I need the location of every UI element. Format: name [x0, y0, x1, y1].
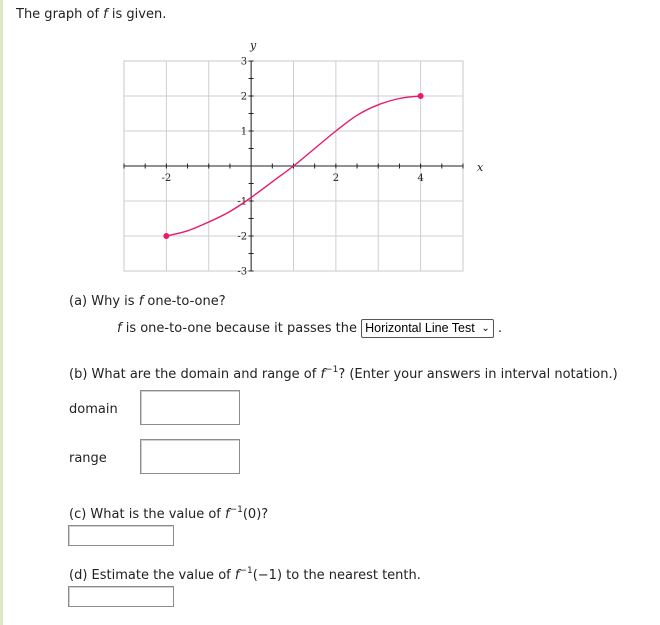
endpoint-dot	[418, 93, 424, 99]
y-tick-label: -2	[237, 231, 248, 243]
y-tick-label: -1	[237, 196, 248, 208]
part-c-question: (c) What is the value of $f^{-1}(0)$?	[69, 505, 269, 522]
function-curve	[166, 96, 420, 236]
x-axis-label: x	[477, 161, 484, 174]
y-tick-label: 1	[240, 126, 248, 138]
part-d-question: (d) Estimate the value of $f^{-1}(-1)$ to the nearest tenth.	[69, 566, 421, 583]
grid	[124, 61, 463, 271]
x-tick-label: 2	[332, 173, 340, 184]
grid-frame	[124, 61, 463, 271]
y-tick-label: -3	[237, 266, 248, 278]
y-axis-label: y	[250, 39, 257, 52]
y-tick-label: 3	[240, 56, 248, 68]
part-c-input[interactable]	[68, 525, 174, 546]
part-b-question: (b) What are the domain and range of $f^{-1}$? (Enter your answers in interval notation.)	[69, 365, 618, 382]
endpoint-dot	[163, 233, 169, 239]
endpoints	[163, 93, 423, 239]
domain-label: domain	[69, 402, 118, 417]
x-tick-label: 4	[417, 173, 424, 184]
tick-labels	[162, 39, 485, 278]
axes	[124, 61, 463, 271]
domain-input[interactable]	[140, 390, 240, 425]
range-input[interactable]	[140, 439, 240, 474]
chevron-down-icon: ⌄	[481, 323, 490, 334]
range-label: range	[69, 451, 107, 466]
left-rule	[0, 0, 3, 625]
x-tick-label: -2	[161, 173, 172, 184]
part-a-question: (a) Why is f one-to-one?	[69, 294, 226, 309]
y-tick-label: 2	[240, 91, 248, 103]
part-d-input[interactable]	[68, 586, 174, 607]
part-a-answer: f is one-to-one because it passes the Horizontal Line Test ⌄ .	[117, 321, 502, 336]
intro-text: The graph of f is given.	[16, 7, 167, 22]
test-select[interactable]: Horizontal Line Test ⌄	[361, 319, 494, 338]
